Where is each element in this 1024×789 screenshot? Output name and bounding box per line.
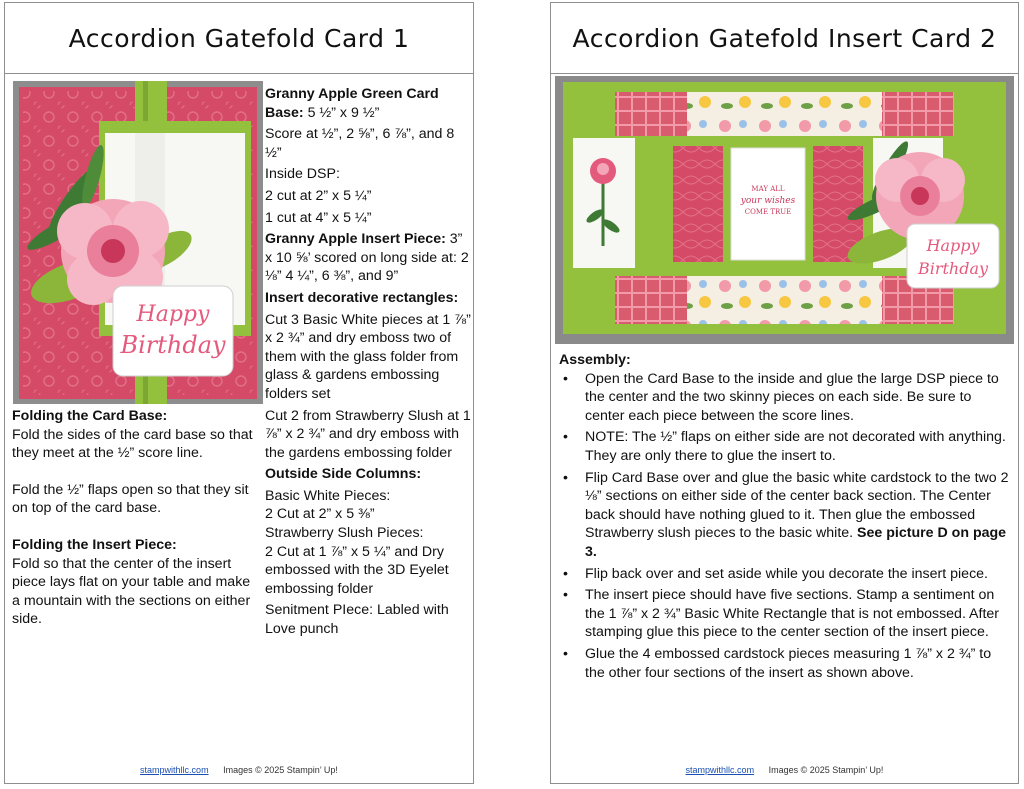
card-photo bbox=[13, 81, 263, 404]
heading-folding-insert: Folding the Insert Piece: bbox=[12, 536, 177, 553]
outside-strawberry-cut: 2 Cut at 1 ⅞” x 5 ¼” and Dry embossed with the 3D Eyelet embossing folder bbox=[265, 543, 449, 597]
list-item: • Open the Card Base to the inside and glue the large DSP piece to the center and the two skinny pieces on each side. Be sure to center each piece between the score lines. bbox=[559, 370, 1009, 426]
heading-decorative-rectangles: Insert decorative rectangles: bbox=[265, 289, 459, 306]
page-1 bbox=[4, 2, 474, 784]
copyright: Images © 2025 Stampin’ Up! bbox=[223, 765, 338, 775]
dsp-cut-2: 1 cut at 4” x 5 ¼” bbox=[265, 209, 372, 226]
svg-text:MAY ALL: MAY ALL bbox=[751, 185, 785, 193]
footer bbox=[5, 765, 473, 775]
outside-strawberry-label: Strawberry Slush Pieces: bbox=[265, 525, 424, 542]
sentiment-label bbox=[907, 224, 999, 288]
outside-white-cut: 2 Cut at 2” x 5 ⅜” bbox=[265, 506, 375, 523]
page-2 bbox=[550, 2, 1019, 784]
list-item: • Glue the 4 embossed cardstock pieces measuring 1 ⅞” x 2 ¾” to the other four sections of the insert as shown above. bbox=[559, 645, 1009, 682]
assembly-section bbox=[559, 351, 1009, 685]
assembly-list bbox=[559, 370, 1009, 683]
insert-photo bbox=[555, 76, 1014, 344]
dsp-cut-1: 2 cut at 2” x 5 ¼” bbox=[265, 187, 372, 204]
insert-piece-spec: Granny Apple Insert Piece: 3” x 10 ⅝’ scored on long side at: 2 ⅛” 4 ¼”, 6 ⅜”, and 9” bbox=[265, 231, 469, 285]
folding-base-text: Fold the sides of the card base so that they meet at the ½” score line. bbox=[12, 426, 253, 462]
heading-outside-columns: Outside Side Columns: bbox=[265, 466, 422, 483]
page-title: Accordion Gatefold Card 1 bbox=[5, 3, 473, 74]
assembly-heading: Assembly: bbox=[559, 352, 631, 368]
outside-white-label: Basic White Pieces: bbox=[265, 487, 391, 504]
sentiment-piece-text: Senitment PIece: Labled with Love punch bbox=[265, 602, 449, 638]
svg-text:Happy: Happy bbox=[926, 236, 980, 255]
folding-flaps-text: Fold the ½” flaps open so that they sit on top of the card base. bbox=[12, 481, 249, 517]
insert-illustration bbox=[555, 76, 1014, 344]
list-item: • The insert piece should have five sections. Stamp a sentiment on the 1 ⅞” x 2 ¾” Basic White Rectangle that is not embossed. After stamping glue this piece to the center section of the insert piece. bbox=[559, 586, 1009, 642]
picture-reference: See picture D on page 3. bbox=[585, 525, 1007, 560]
list-item: • Flip back over and set aside while you decorate the insert piece. bbox=[559, 565, 1009, 584]
card-illustration bbox=[13, 81, 263, 404]
svg-text:your wishes: your wishes bbox=[740, 196, 796, 206]
copyright: Images © 2025 Stampin’ Up! bbox=[768, 765, 884, 775]
deco-white-text: Cut 3 Basic White pieces at 1 ⅞” x 2 ¾” and dry emboss two of them with the glass folder from glass & gardens embossing folders set bbox=[265, 311, 471, 402]
footer bbox=[551, 765, 1018, 775]
heading-folding-card-base: Folding the Card Base: bbox=[12, 408, 168, 424]
supply-list bbox=[265, 85, 472, 642]
folding-insert-text: Fold so that the center of the insert piece lays flat on your table and make a mountain with the sections on either side. bbox=[12, 555, 251, 628]
website-link[interactable]: stampwithllc.com bbox=[140, 765, 209, 775]
svg-text:COME TRUE: COME TRUE bbox=[744, 208, 792, 216]
list-item: • NOTE: The ½” flaps on either side are not decorated with anything. They are only there to glue the insert to. bbox=[559, 428, 1009, 465]
deco-strawberry-text: Cut 2 from Strawberry Slush at 1 ⅞” x 2 ¾” and dry emboss with the gardens embossing folder bbox=[265, 407, 471, 461]
list-item: • Flip Card Base over and glue the basic white cardstock to the two 2 ⅛” sections on either side of the center back section. The Center back should have nothing glued to it. Then glue the embossed Strawberry slush pieces to the basic white. See picture D on page 3. bbox=[559, 469, 1009, 562]
page-title: Accordion Gatefold Insert Card 2 bbox=[551, 3, 1018, 74]
website-link[interactable]: stampwithllc.com bbox=[685, 765, 755, 775]
svg-text:Happy: Happy bbox=[136, 302, 210, 327]
svg-text:Birthday: Birthday bbox=[917, 259, 989, 278]
card-base-spec: Granny Apple Green Card Base: 5 ½” x 9 ½” bbox=[265, 86, 439, 121]
score-text: Score at ½”, 2 ⅝”, 6 ⅞”, and 8 ½” bbox=[265, 126, 455, 161]
inside-dsp-label: Inside DSP: bbox=[265, 166, 340, 183]
folding-instructions bbox=[12, 407, 260, 629]
svg-text:Birthday: Birthday bbox=[120, 331, 226, 359]
